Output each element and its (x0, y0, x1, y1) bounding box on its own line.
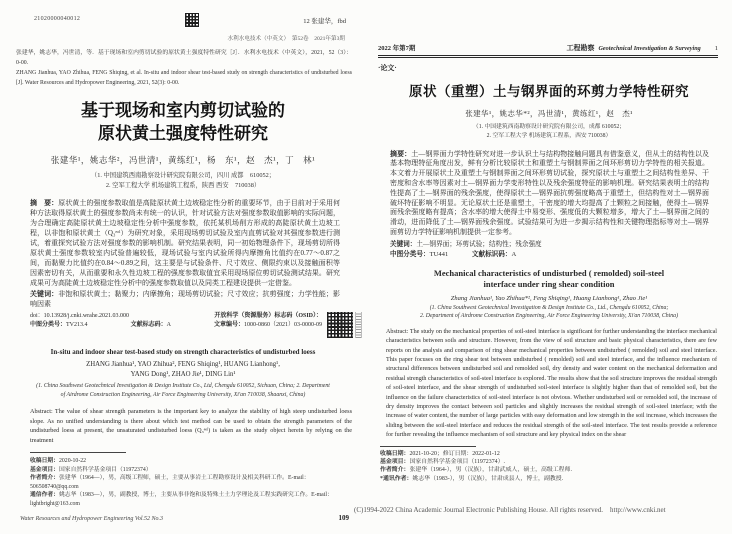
english-title (376, 268, 722, 291)
footnote-text: 张建华（1964-），男（汉族），甘肃武威人，硕士，高级工程师. (409, 467, 572, 474)
english-affiliations (0, 382, 366, 400)
abstract-label: 摘 要： (30, 199, 59, 208)
english-affiliation-line-2: 2. Department of Airdrome Construction Engineering, Air Force Engineering University, Xi'an 710038, China) (420, 313, 678, 320)
left-page-footer (20, 514, 349, 522)
footnotes (30, 457, 356, 509)
english-affiliation-line-1: (1. China Southwest Geotechnical Investigation & Design Institute Co., Ltd, Chengdu 610052, Sichuan, China; 2. Department (36, 383, 330, 390)
section-label: ·论文· (378, 64, 397, 72)
footnote-text: 张建华（1964—），男，高级工程师，硕士，主要从事岩土工程勘察设计及相关科研工作。E-mail：506508740@qq.com (30, 475, 310, 490)
right-page-header (378, 43, 718, 58)
document-id: 21020000040012 (34, 16, 81, 22)
affiliation-line-1: （1. 中国建筑西南勘察设计研究院有限公司，四川 成都 610052； (90, 172, 276, 180)
keywords-cn (390, 240, 709, 249)
classification-line (30, 321, 322, 330)
right-page (366, 0, 732, 534)
clc: 中图分类号：TU441 (390, 251, 449, 259)
affiliation-line-2: 2. 空军工程大学 机场建筑工程系，西安 710038） (486, 132, 612, 139)
clc: 中图分类号：TV213.4 (30, 322, 88, 329)
paper-title-line-1: 基于现场和室内剪切试验的 (81, 101, 285, 121)
footnote-text: 2020-10-22 (59, 457, 87, 464)
abstract-label: 摘要： (390, 149, 412, 158)
footnote-divider (380, 446, 476, 447)
journal-issue-line: 水利水电技术（中英文） 第52卷 2021年第3期 (227, 36, 345, 42)
footnote-text: 姚志华（1983—），男，副教授，博士，主要从事非饱和及特殊土土力学理论及工程实践研究工作。E-mail：lightbright@163.com (30, 492, 333, 507)
doi-line (30, 312, 322, 321)
footnote-label: *通讯作者： (380, 475, 413, 482)
journal-name-group (566, 43, 718, 53)
classification-line (390, 250, 709, 259)
abstract-text: 原状黄土的强度参数取值是高陡原状黄土边坡稳定性分析的重要环节，由于目前对于采用何种方法取得原状黄土的强度参数尚未有统一的认识，针对试验方法对强度参数取值影响的实际问题，为合理确定高陡原状黄土边坡稳定性分析中强度参数，依托某机场削方形成的高陡原状黄土边坡工程，以非饱和原状黄土（Q₃ᵉᵒˡ）为研究对象，采用现场剪切试验及室内直剪试验对其强度参数进行测试，着重探究试验方法对强度参数的影响机制。研究结果表明，同一初始物理条件下，现场剪切所得原状黄土强度参数较室内试验普遍较低，现场试验与室内试验所得内摩擦角比值约在0.77～0.87之间，而黏聚力比值约在0.84～0.89之间，这主要是与试验条件、尺寸效应、侧限约束以及接触面积等因素密切有关，从而重要和永久性边坡工程的强度参数取值宜采用现场原位剪切试验测试结果。研究成果可为高陡黄土边坡稳定性分析中的强度参数取值以及同类工程建设提供一定借鉴。 (30, 199, 341, 288)
english-abstract: Abstract: The study on the mechanical properties of soil-steel interface is significant for further understanding the interface mechanical characteristics between soils and structure. However, from the view of soil structure and basic physical characteristics, there are few reports on the analysis and comparison of ring shear mechanical properties between undisturbed ( remolded) soil and steel interface. This paper focuses on the ring shear test between undisturbed ( remolded) soil and steel interface, and the influence mechanism of structural differences between undisturbed soil and remolded soil, dry density and water content on the mechanical deformation and residual strength characteristics of soil-steel interface is explored. The results show that the soil structure improves the residual strength of soil-steel interface, and the shear strength of undisturbed soil-steel interface is slightly higher than that of remolded soil, but the influence on the failure characteristics of soil-steel interface is not obvious. Whether undisturbed soil or remolded soil, the increase of dry density improves the contact between soil particles and slightly increases the residual strength of soil-steel interface; with the increase of water content, the number of large particles with easy deformation and low strength in the soil increase, which increases the sliding between the soil-steel interface and reduces the residual strength of the soil-steel interface. The test results provide a reference for further revealing the influence mechanism of soil structure and key physical index on the shear (386, 328, 717, 439)
footnote-row (380, 475, 720, 483)
osid-qr-caption (355, 312, 362, 338)
footnote-label: 收稿日期： (30, 457, 59, 464)
cnki-copyright-watermark: (C)1994-2022 China Academic Journal Electronic Publishing House. All rights reserved. http://www.cnki.net (354, 506, 666, 514)
english-title-line-2: interface under ring shear condition (483, 279, 615, 290)
footnotes (380, 450, 720, 484)
osid-label: 开放科学（资源服务）标志码（OSID）： (214, 313, 322, 320)
english-title-line-1: Mechanical characteristics of undisturbed ( remolded) soil-steel (433, 267, 665, 278)
footnote-text: 国家自然科学基金项目（11972374）. (409, 459, 505, 466)
keywords-text: 非饱和原状黄土；黏聚力；内摩擦角；现场剪切试验；尺寸效应；抗剪强度；力学性能；影响因素 (30, 290, 341, 309)
article-id: 文章编号：1000-0860（2021）03-0000-09 (213, 322, 322, 329)
article-meta (30, 312, 362, 338)
abstract-text: 土—钢界面力学特性研究对进一步认识土与结构物接触问题具有借鉴意义，但从土的结构性以及基本物理特征角度出发，鲜有分析比较原状土和重塑土与钢制界面之间环形剪切力学特性的相关报道。本文着力开展原状土及重塑土与钢制界面之间环形剪切试验，探究原状土与重塑土之间结构性差异、干密度和含水率等因素对土—钢界面力学变形特性以及残余强度特征的影响机理。研究结果表明土的结构性提高了土—钢界面的残余强度，使得原状土—钢界面抗剪强度略高于重塑土，但结构性对土—钢界面破坏特征影响不明显。无论原状土还是重塑土，干密度的增大均提高了土颗粒之间接触，使得土—钢界面残余强度略有提高；含水率的增大使得土中易变形、强度低的大颗粒增多，增大了土—钢界面之间的滑动，进而降低了土—钢界面残余强度。试验结果可为进一步揭示结构性和关键物理指标等对土—钢界面剪切力学特征影响机制提供一定参考。 (390, 149, 710, 236)
journal-name-zh: 工程勘察 (566, 45, 595, 52)
keywords-label: 关键词： (390, 240, 417, 248)
doc-code: 文献标识码：A (471, 251, 517, 259)
footnote-text: 2021-10-20；修订日期：2022-01-12 (409, 450, 500, 457)
footnote-label: 通信作者： (30, 492, 59, 499)
journal-name-en: Geotechnical Investigation & Surveying (598, 45, 701, 52)
doc-code: 文献标志码：A (130, 322, 171, 329)
english-authors: Zhang Jianhua¹, Yao Zhihua*², Feng Shiqing¹, Huang Lianhong¹, Zhao Jie¹ (450, 294, 648, 302)
footnote-label: 作者简介： (30, 475, 59, 482)
english-affiliations (366, 304, 732, 321)
paper-title-line-2: 原状黄土强度特性研究 (98, 124, 268, 144)
citation-chinese: 张建华，姚志华，冯世清，等．基于现场和室内剪切试验的原状黄土强度特性研究［J］．水利水电技术（中英文），2021，52（3）：0-00. (16, 50, 352, 66)
header-page-number: 1 (714, 45, 718, 52)
affiliations (366, 123, 732, 141)
footnote-label: 作者简介： (380, 467, 410, 474)
footnote-text: 姚志华（1983-），男（汉族），甘肃成县人，博士，副教授. (412, 475, 564, 482)
footer-journal-name: Water Resources and Hydropower Engineering Vol.52 No.3 (20, 516, 163, 522)
english-affiliation-line-2: of Airdrome Construction Engineering, Air Force Engineering University, Xi'an 710038, Shaanxi, China) (60, 391, 306, 398)
left-page-header (34, 13, 346, 27)
english-authors (0, 360, 366, 380)
header-qr-code-icon (185, 13, 199, 27)
footnote-text: 国家自然科学基金项目（11972374） (59, 466, 152, 473)
footnote-label: 基金项目： (30, 466, 59, 473)
footnote-row (30, 457, 356, 466)
header-annotation: 12 张建华，fbd (303, 18, 346, 25)
issue-label: 2022 年第7期 (378, 45, 416, 52)
paper-title: 原状（重塑）土与钢界面的环剪力学特性研究 (409, 84, 689, 99)
footnote-row (30, 466, 356, 475)
english-authors-line-2: YANG Dong¹, ZHAO Jie¹, DING Lin¹ (130, 371, 236, 379)
abstract-cn (30, 198, 340, 288)
authors-line: 张建华¹，姚志华*²，冯世清¹，黄练红¹，赵 杰¹ (465, 109, 633, 118)
english-abstract: Abstract: The value of shear strength parameters is the important key to analyze the stability of high steep undisturbed loess slope. As no unified understanding is there about which test method can be used to obtain the strength parameters of the undisturbed loess at present, the unsaturated undisturbed loess (Q₃ᵉᵒˡ) is taken as the study object herein by relying on the treatment (30, 407, 352, 445)
doi: doi：10.13928/j.cnki.wrahe.2021.03.000 (30, 313, 129, 320)
citation-block (16, 49, 352, 88)
english-authors-line-1: ZHANG Jianhua¹, YAO Zhihua², FENG Shiqing¹, HUANG Lianhong¹, (86, 361, 280, 369)
footnote-row (380, 458, 720, 466)
keywords-label: 关键词： (30, 290, 59, 299)
citation-english: ZHANG Jianhua, YAO Zhihua, FENG Shiqing, et al. In-situ and indoor shear test-based study on strength characteristics of undisturbed loess [J]. Water Resources and Hydropower Engineering, 2021, 52(3): 0-00. (16, 70, 352, 86)
affiliation-line-2: 2. 空军工程大学 机场建筑工程系，陕西 西安 710038） (105, 181, 261, 189)
footnote-row (30, 474, 356, 491)
english-affiliation-line-1: (1. China Southwest Geotechnical Investigation & Design Institute Co., Ltd., Chengdu 610052, China; (429, 304, 669, 311)
keywords-text: 土—钢界面；环剪试验；结构性；残余强度 (416, 240, 542, 248)
footer-page-number: 109 (338, 514, 349, 522)
osid-qr-code-icon (327, 312, 353, 338)
keywords-cn (30, 289, 340, 309)
footnote-label: 基金项目： (380, 459, 410, 466)
abstract-cn (390, 150, 709, 238)
paper-title (0, 99, 366, 145)
affiliation-line-1: （1. 中国建筑西南勘察设计研究院有限公司，成都 610052； (472, 124, 626, 130)
article-meta-lines (30, 312, 322, 330)
footnote-row (380, 466, 720, 474)
footnote-row (380, 450, 720, 458)
english-title: In-situ and indoor shear test-based study on strength characteristics of undisturbed loess (50, 348, 316, 357)
footnote-label: 收稿日期： (380, 450, 410, 457)
footnote-divider (30, 452, 126, 453)
authors-line: 张建华¹，姚志华²，冯世清¹，黄练红¹，杨 东¹，赵 杰¹，丁 林¹ (50, 155, 316, 166)
footnote-row (30, 491, 356, 508)
affiliations (0, 171, 366, 190)
